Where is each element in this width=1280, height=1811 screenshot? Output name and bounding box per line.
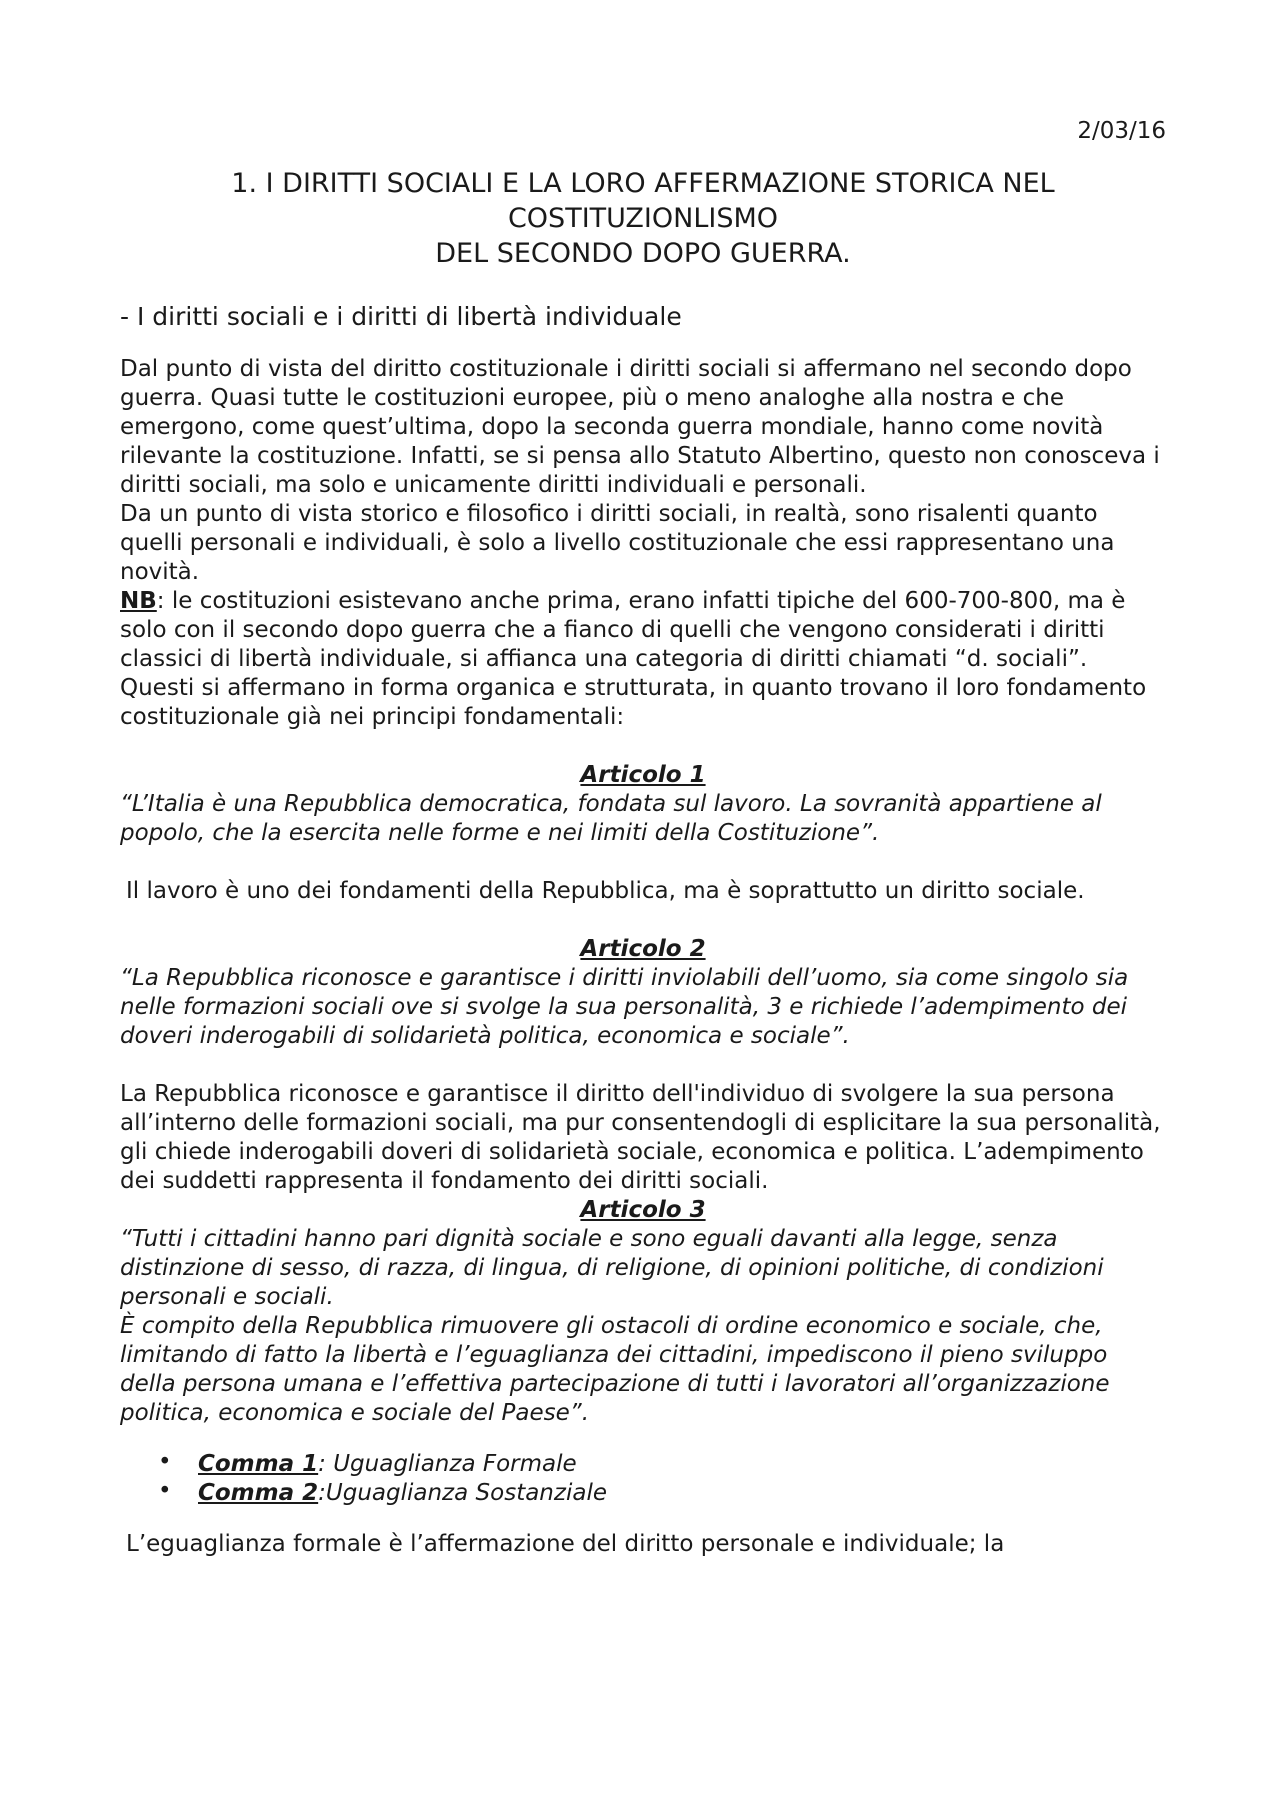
paragraph-intro: Dal punto di vista del diritto costituzionale i diritti sociali si affermano nel secondo dopo guerra. Quasi tutte le costituzioni europee, più o meno analoghe alla nostra e che emergono, come quest’ultima, dopo la seconda guerra mondiale, hanno come novità rilevante la costituzione. Infatti, se si pensa allo Statuto Albertino, questo non conosceva i diritti sociali, ma solo e unicamente diritti individuali e personali. [120,356,1160,498]
article-3-quote-1: “Tutti i cittadini hanno pari dignità sociale e sono eguali davanti alla legge, senza distinzione di sesso, di razza, di lingua, di religione, di opinioni politiche, di condizioni personali e sociali. [120,1226,1104,1310]
article-1-quote: “L’Italia è una Repubblica democratica, fondata sul lavoro. La sovranità appartiene al popolo, che la esercita nelle forme e nei limiti della Costituzione”. [120,791,1102,846]
article-1-comment: Il lavoro è uno dei fondamenti della Repubblica, ma è soprattutto un diritto sociale. [126,878,1085,904]
paragraph-history: Da un punto di vista storico e filosofico i diritti sociali, in realtà, sono risalenti quanto quelli personali e individuali, è solo a livello costituzionale che essi rappresentano una novità. [120,501,1115,585]
bullet-icon: • [158,1478,172,1504]
nb-text: : le costituzioni esistevano anche prima, erano infatti tipiche del 600-700-800, ma è solo con il secondo dopo guerra che a fianco di quelli che vengono considerati i diritti classici di libertà individuale, si affianca una categoria di diritti chiamati “d. sociali”. Questi si affermano in forma organica e strutturata, in quanto trovano il loro fondamento costituzionale già nei principi fondamentali: [120,588,1147,730]
comma-1-label: Comma 1 [198,1451,319,1477]
nb-label: NB [120,588,157,614]
paragraph-nb [120,587,1166,732]
article-2-comment: La Repubblica riconosce e garantisce il diritto dell'individuo di svolgere la sua persona all’interno delle formazioni sociali, ma pur consentendogli di esplicitare la sua personalità, gli chiede inderogabili doveri di solidarietà sociale, economica e politica. L’adempimento dei suddetti rappresenta il fondamento dei diritti sociali. [120,1081,1161,1194]
comma-2-label: Comma 2 [198,1480,319,1506]
title-line-2: COSTITUZIONLISMO [507,203,779,234]
section-heading: - I diritti sociali e i diritti di libertà individuale [120,302,682,331]
article-1-heading: Articolo 1 [580,762,706,788]
list-item-comma-1 [158,1450,1166,1479]
list-item-comma-2 [158,1479,1166,1508]
title-line-3: DEL SECONDO DOPO GUERRA. [435,238,851,269]
bullet-icon: • [158,1449,172,1475]
article-3-quote-2: È compito della Repubblica rimuovere gli ostacoli di ordine economico e sociale, che, limitando di fatto la libertà e l’eguaglianza dei cittadini, impediscono il pieno sviluppo della persona umana e l’effettiva partecipazione di tutti i lavoratori all’organizzazione politica, economica e sociale del Paese”. [120,1313,1110,1426]
paragraph-final-line: L’eguaglianza formale è l’affermazione del diritto personale e individuale; la [126,1531,1005,1557]
comma-2-text: :Uguaglianza Sostanziale [318,1480,607,1506]
article-2-quote: “La Repubblica riconosce e garantisce i diritti inviolabili dell’uomo, sia come singolo sia nelle formazioni sociali ove si svolge la sua personalità, 3 e richiede l’adempimento dei doveri inderogabili di solidarietà politica, economica e sociale”. [120,965,1129,1049]
title-line-1: 1. I DIRITTI SOCIALI E LA LORO AFFERMAZIONE STORICA NEL [231,168,1055,199]
document-date: 2/03/16 [1077,118,1166,144]
commi-list [120,1450,1166,1508]
document-page [120,117,1166,1559]
article-2-heading: Articolo 2 [580,936,706,962]
comma-1-text: : Uguaglianza Formale [318,1451,577,1477]
article-3-heading: Articolo 3 [580,1197,706,1223]
document-title [160,166,1126,271]
